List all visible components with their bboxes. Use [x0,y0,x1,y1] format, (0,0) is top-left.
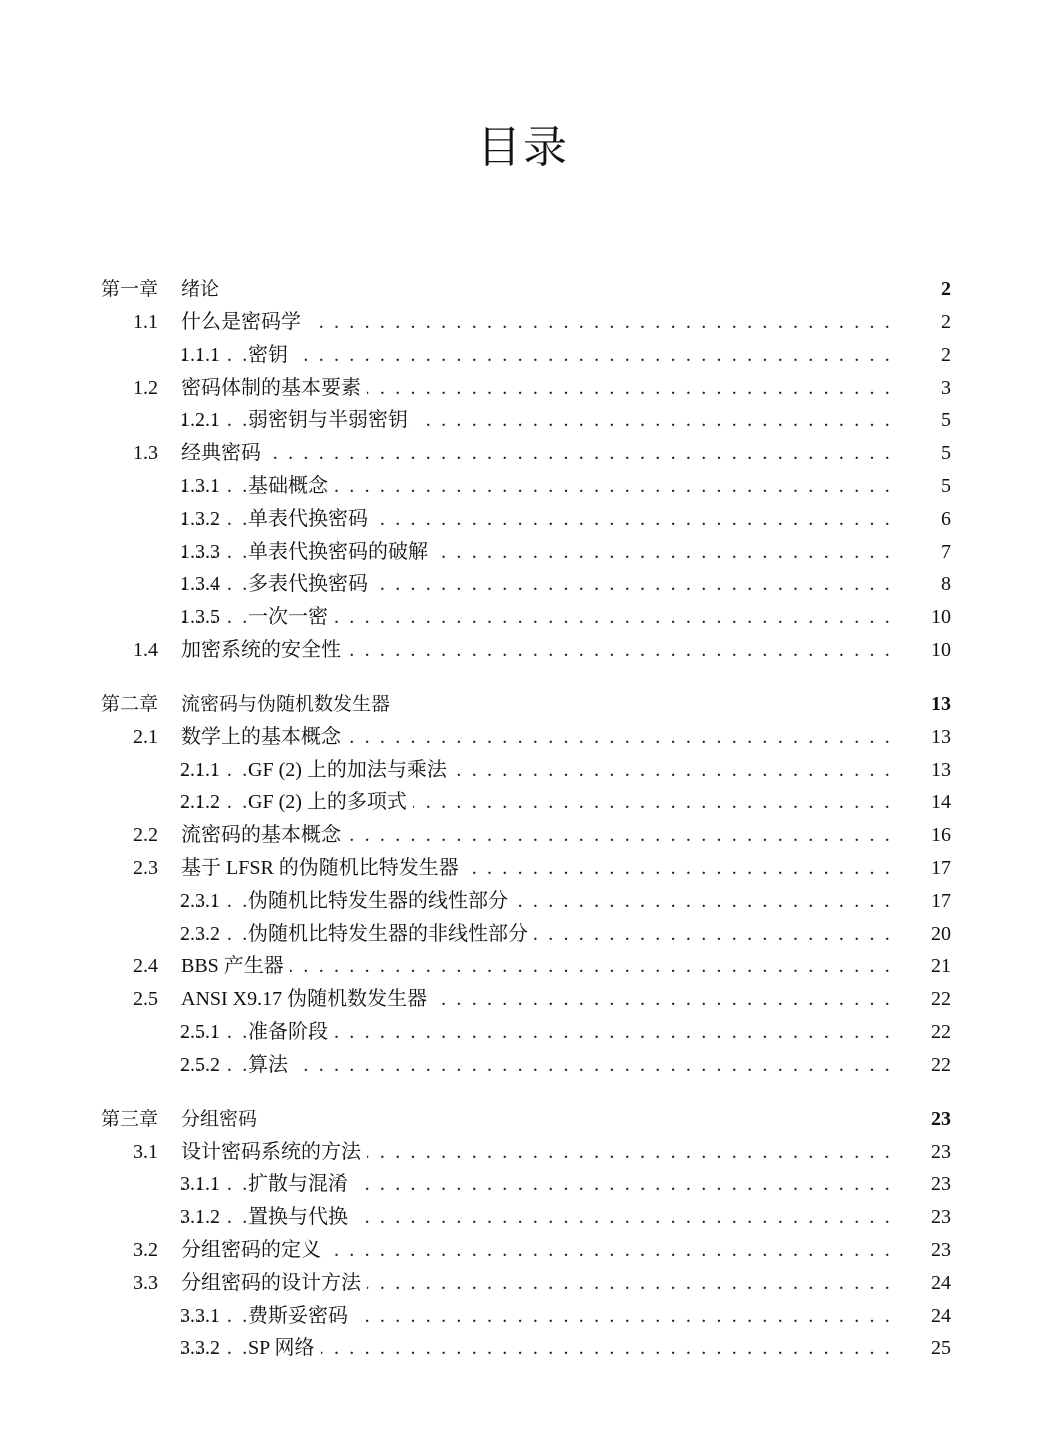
toc-section-entry[interactable] [0,1234,1046,1267]
entry-page-number: 2 [941,343,951,366]
entry-number: 1.3.1 [180,474,220,497]
entry-page-number: 21 [931,955,951,978]
entry-page-number: 25 [931,1337,951,1360]
chapter-label: 第一章 [101,278,159,300]
entry-page-number: 13 [931,725,951,748]
entry-number: 2.3.2 [180,922,220,945]
entry-number: 2.5 [133,988,158,1011]
dot-leader [181,437,900,470]
entry-number: 1.3.5 [180,606,220,629]
entry-number: 2.1.2 [180,791,220,814]
entry-title: 置换与代换 [248,1201,354,1234]
toc-subsection-entry[interactable] [0,404,1046,437]
entry-number: 2.1.1 [180,758,220,781]
chapter-title: 流密码与伪随机数发生器 [181,688,396,721]
table-of-contents [0,273,1046,1365]
toc-section-entry[interactable] [0,306,1046,339]
entry-title: SP 网络 [248,1332,321,1365]
entry-page-number: 5 [941,474,951,497]
entry-number: 2.1 [133,725,158,748]
entry-number: 2.5.1 [180,1020,220,1043]
toc-section-entry[interactable] [0,721,1046,754]
entry-page-number: 5 [941,442,951,465]
toc-section-entry[interactable] [0,372,1046,405]
toc-subsection-entry[interactable] [0,1332,1046,1365]
toc-subsection-entry[interactable] [0,885,1046,918]
toc-section-entry[interactable] [0,1136,1046,1169]
toc-subsection-entry[interactable] [0,754,1046,787]
entry-number: 1.3.4 [180,573,220,596]
entry-page-number: 23 [931,1238,951,1261]
entry-number: 3.1.1 [180,1173,220,1196]
entry-title: GF (2) 上的多项式 [248,786,413,819]
entry-title: 准备阶段 [248,1016,334,1049]
entry-number: 2.3 [133,856,158,879]
entry-title: GF (2) 上的加法与乘法 [248,754,453,787]
toc-chapter-entry[interactable] [0,1103,1046,1136]
entry-number: 1.2 [133,376,158,399]
chapter-title: 绪论 [181,273,225,306]
entry-number: 3.3.1 [180,1304,220,1327]
entry-page-number: 23 [931,1206,951,1229]
chapter-page-number: 23 [931,1107,951,1130]
toc-subsection-entry[interactable] [0,786,1046,819]
entry-number: 1.4 [133,638,158,661]
entry-page-number: 22 [931,988,951,1011]
entry-title: 设计密码系统的方法 [181,1136,367,1169]
entry-page-number: 22 [931,1053,951,1076]
entry-title: 扩散与混淆 [248,1168,354,1201]
entry-title: 经典密码 [181,437,267,470]
entry-title: 基于 LFSR 的伪随机比特发生器 [181,852,465,885]
entry-page-number: 20 [931,922,951,945]
chapter-label: 第三章 [101,1107,159,1130]
entry-page-number: 7 [941,540,951,563]
toc-section-entry[interactable] [0,437,1046,470]
entry-number: 2.3.1 [180,889,220,912]
entry-title: 密码体制的基本要素 [181,372,367,405]
entry-page-number: 8 [941,573,951,596]
chapter-page-number: 13 [931,692,951,715]
entry-page-number: 16 [931,824,951,847]
toc-subsection-entry[interactable] [0,1049,1046,1082]
chapter-2 [0,688,1046,1082]
entry-number: 2.4 [133,955,158,978]
toc-section-entry[interactable] [0,950,1046,983]
entry-title: 数学上的基本概念 [181,721,347,754]
entry-page-number: 23 [931,1140,951,1163]
entry-number: 2.2 [133,824,158,847]
entry-title: 什么是密码学 [181,306,307,339]
entry-title: 多表代换密码 [248,568,374,601]
entry-number: 1.1.1 [180,343,220,366]
toc-subsection-entry[interactable] [0,1016,1046,1049]
chapter-title: 分组密码 [181,1103,263,1136]
entry-number: 3.1 [133,1140,158,1163]
entry-page-number: 17 [931,856,951,879]
entry-page-number: 14 [931,791,951,814]
toc-subsection-entry[interactable] [0,339,1046,372]
entry-title: 算法 [248,1049,294,1082]
toc-subsection-entry[interactable] [0,470,1046,503]
entry-title: 费斯妥密码 [248,1300,354,1333]
entry-number: 3.2 [133,1238,158,1261]
page-title: 目录 [477,122,569,173]
toc-section-entry[interactable] [0,983,1046,1016]
entry-title: BBS 产生器 [181,950,290,983]
entry-number: 3.3 [133,1271,158,1294]
entry-title: ANSI X9.17 伪随机数发生器 [181,983,433,1016]
toc-subsection-entry[interactable] [0,536,1046,569]
toc-subsection-entry[interactable] [0,503,1046,536]
entry-number: 1.1 [133,311,158,333]
toc-subsection-entry[interactable] [0,1168,1046,1201]
entry-page-number: 23 [931,1173,951,1196]
toc-section-entry[interactable] [0,634,1046,667]
entry-number: 2.5.2 [180,1053,220,1076]
entry-page-number: 17 [931,889,951,912]
toc-section-entry[interactable] [0,1267,1046,1300]
toc-subsection-entry[interactable] [0,1201,1046,1234]
entry-number: 1.3.3 [180,540,220,563]
entry-page-number: 24 [931,1304,951,1327]
chapter-page-number: 2 [941,278,951,300]
entry-title: 单表代换密码的破解 [248,536,434,569]
toc-subsection-entry[interactable] [0,1300,1046,1333]
entry-page-number: 13 [931,758,951,781]
entry-title: 基础概念 [248,470,334,503]
entry-number: 1.3 [133,442,158,465]
entry-title: 加密系统的安全性 [181,634,347,667]
toc-section-entry[interactable] [0,852,1046,885]
entry-page-number: 10 [931,638,951,661]
chapter-label: 第二章 [101,692,159,715]
entry-title: 弱密钥与半弱密钥 [248,404,414,437]
entry-page-number: 24 [931,1271,951,1294]
entry-title: 流密码的基本概念 [181,819,347,852]
entry-title: 密钥 [248,339,294,372]
entry-page-number: 6 [941,507,951,530]
chapter-1 [0,273,1046,667]
entry-title: 一次一密 [248,601,334,634]
toc-chapter-entry[interactable] [0,688,1046,721]
entry-title: 伪随机比特发生器的线性部分 [248,885,514,918]
entry-page-number: 22 [931,1020,951,1043]
entry-title: 分组密码的设计方法 [181,1267,367,1300]
entry-number: 3.3.2 [180,1337,220,1360]
entry-title: 伪随机比特发生器的非线性部分 [248,918,534,951]
entry-title: 分组密码的定义 [181,1234,327,1267]
entry-title: 单表代换密码 [248,503,374,536]
entry-number: 1.3.2 [180,507,220,530]
entry-page-number: 10 [931,606,951,629]
entry-page-number: 5 [941,409,951,432]
entry-page-number: 2 [941,311,951,333]
entry-number: 3.1.2 [180,1206,220,1229]
toc-subsection-entry[interactable] [0,601,1046,634]
toc-chapter-entry[interactable] [0,273,1046,306]
entry-number: 1.2.1 [180,409,220,432]
toc-section-entry[interactable] [0,819,1046,852]
entry-page-number: 3 [941,376,951,399]
toc-subsection-entry[interactable] [0,568,1046,601]
chapter-3 [0,1103,1046,1366]
toc-subsection-entry[interactable] [0,918,1046,951]
